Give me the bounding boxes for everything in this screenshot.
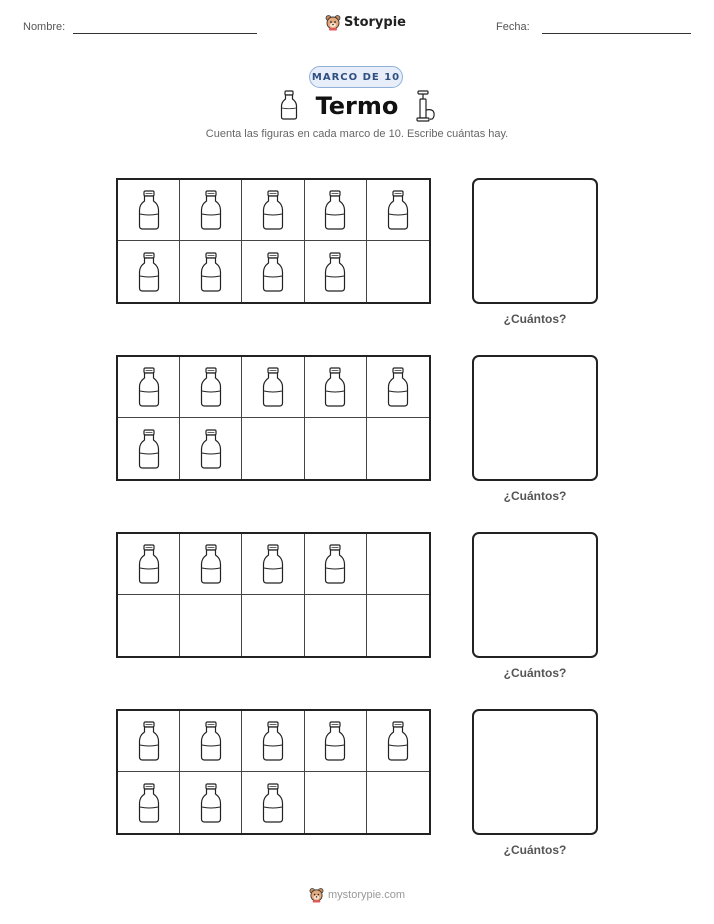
frame-cell <box>242 241 304 302</box>
ten-frame-2 <box>116 355 431 481</box>
milk-bottle-icon <box>200 783 222 823</box>
frame-cell <box>180 534 242 595</box>
ten-frame-4 <box>116 709 431 835</box>
brand-logo <box>325 14 406 31</box>
milk-bottle-icon <box>138 544 160 584</box>
frame-cell <box>118 711 180 772</box>
frame-cell <box>180 241 242 302</box>
frame-cell <box>242 357 304 418</box>
answer-box-1[interactable] <box>472 178 598 304</box>
frame-cell <box>242 534 304 595</box>
count-label-2: ¿Cuántos? <box>503 489 567 503</box>
frame-cell <box>118 180 180 241</box>
frame-cell <box>180 418 242 479</box>
instructions: Cuenta las figuras en cada marco de 10. Escribe cuántas hay. <box>205 128 509 140</box>
milk-bottle-icon <box>324 544 346 584</box>
frame-cell <box>180 595 242 656</box>
frame-cell <box>305 711 367 772</box>
bear-logo-icon <box>309 887 324 903</box>
milk-bottle-icon <box>324 721 346 761</box>
milk-bottle-icon <box>262 721 284 761</box>
frame-cell <box>367 772 429 833</box>
date-line[interactable] <box>542 33 691 34</box>
bear-logo-icon <box>325 14 341 31</box>
milk-bottle-icon <box>387 721 409 761</box>
page-title: Termo <box>315 92 399 120</box>
name-label: Nombre: <box>23 21 66 33</box>
footer <box>0 887 714 903</box>
frame-cell <box>367 357 429 418</box>
frame-cell <box>305 772 367 833</box>
milk-bottle-icon <box>200 544 222 584</box>
milk-bottle-icon <box>138 190 160 230</box>
frame-cell <box>305 595 367 656</box>
answer-box-2[interactable] <box>472 355 598 481</box>
milk-bottle-icon <box>200 429 222 469</box>
frame-cell <box>242 418 304 479</box>
milk-bottle-icon <box>324 252 346 292</box>
frame-cell <box>305 534 367 595</box>
milk-bottle-icon <box>262 190 284 230</box>
frame-cell <box>242 711 304 772</box>
date-label: Fecha: <box>496 21 530 33</box>
milk-bottle-icon <box>262 544 284 584</box>
milk-bottle-icon <box>387 190 409 230</box>
frame-cell <box>367 711 429 772</box>
frame-cell <box>367 418 429 479</box>
milk-bottle-icon <box>200 721 222 761</box>
frame-cell <box>305 241 367 302</box>
milk-bottle-icon <box>387 367 409 407</box>
frame-cell <box>118 595 180 656</box>
frame-cell <box>118 357 180 418</box>
frame-cell <box>118 534 180 595</box>
frame-cell <box>118 418 180 479</box>
count-label-1: ¿Cuántos? <box>503 312 567 326</box>
frame-cell <box>242 180 304 241</box>
worksheet-type-badge: MARCO DE 10 <box>309 66 403 88</box>
frame-cell <box>118 772 180 833</box>
frame-cell <box>367 180 429 241</box>
frame-cell <box>180 711 242 772</box>
frame-cell <box>305 180 367 241</box>
frame-cell <box>367 241 429 302</box>
milk-bottle-icon <box>200 190 222 230</box>
frame-cell <box>305 418 367 479</box>
footer-url: mystorypie.com <box>327 889 406 901</box>
answer-box-4[interactable] <box>472 709 598 835</box>
milk-bottle-icon <box>324 367 346 407</box>
milk-bottle-icon <box>280 90 298 120</box>
milk-bottle-icon <box>138 429 160 469</box>
frame-cell <box>180 180 242 241</box>
milk-bottle-icon <box>324 190 346 230</box>
frame-cell <box>180 357 242 418</box>
answer-box-3[interactable] <box>472 532 598 658</box>
frame-cell <box>242 772 304 833</box>
ten-frame-3 <box>116 532 431 658</box>
bicycle-pump-icon <box>416 90 438 122</box>
milk-bottle-icon <box>262 252 284 292</box>
milk-bottle-icon <box>138 367 160 407</box>
milk-bottle-icon <box>200 252 222 292</box>
frame-cell <box>180 772 242 833</box>
milk-bottle-icon <box>262 783 284 823</box>
frame-cell <box>305 357 367 418</box>
ten-frame-1 <box>116 178 431 304</box>
brand-name: Storypie <box>344 15 406 30</box>
milk-bottle-icon <box>138 783 160 823</box>
frame-cell <box>118 241 180 302</box>
frame-cell <box>242 595 304 656</box>
count-label-3: ¿Cuántos? <box>503 666 567 680</box>
milk-bottle-icon <box>262 367 284 407</box>
frame-cell <box>367 534 429 595</box>
milk-bottle-icon <box>200 367 222 407</box>
milk-bottle-icon <box>138 721 160 761</box>
name-line[interactable] <box>73 33 257 34</box>
milk-bottle-icon <box>138 252 160 292</box>
count-label-4: ¿Cuántos? <box>503 843 567 857</box>
frame-cell <box>367 595 429 656</box>
